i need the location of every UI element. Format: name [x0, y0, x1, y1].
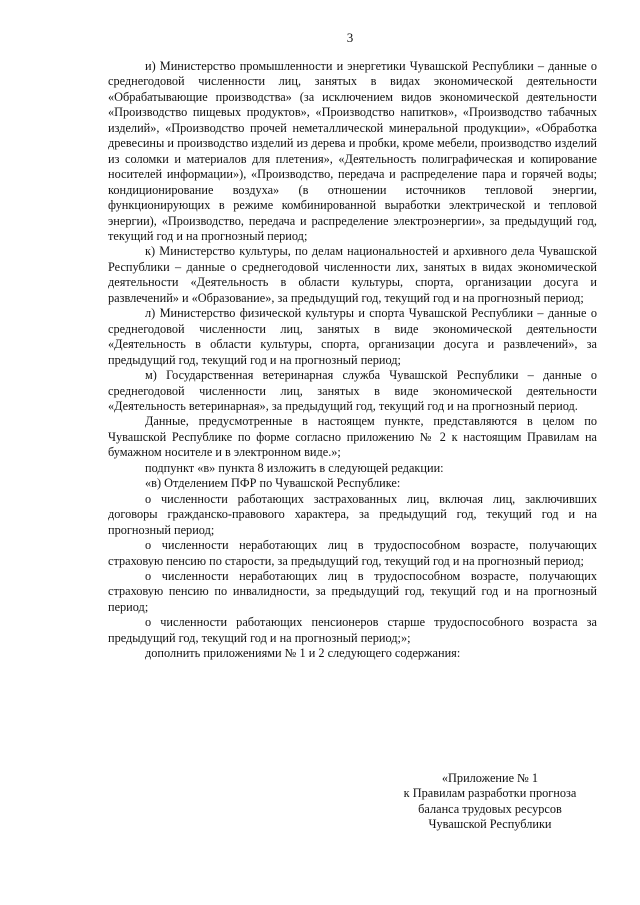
paragraph-amendment-8v: подпункт «в» пункта 8 изложить в следующей редакции: [145, 460, 444, 475]
paragraph-working-insured: о численности работающих застрахованных лиц, включая лиц, заключивших договоры гражданско-правового характера, за предыдущий год, текущий год и на прогнозный период; [108, 491, 597, 537]
appendix-title: «Приложение № 1 [441, 771, 539, 785]
document-body [108, 59, 597, 662]
page-number: 3 [346, 30, 354, 45]
appendix-line: к Правилам разработки прогноза [403, 786, 577, 801]
paragraph-item-v: «в) Отделением ПФР по Чувашской Республике: [145, 476, 401, 491]
paragraph-item-m: м) Государственная ветеринарная служба Чувашской Республики – данные о среднегодовой численности лиц, занятых в виде экономической деятельности «Деятельность ветеринарная», за предыдущий год, текущий год и на прогнозный период. [108, 368, 597, 413]
paragraph-old-age-pension: о численности неработающих лиц в трудоспособном возрасте, получающих страховую пенсию по старости, за предыдущий год, текущий год и на прогнозный период; [108, 538, 597, 568]
paragraph-item-i: и) Министерство промышленности и энергетики Чувашской Республики – данные о среднегодовой численности лиц, занятых в видах экономической деятельности «Обрабатывающие производства» (за исключением видов экономической деятельности «Производство пищевых продуктов», «Производство напитков», «Производство табачных изделий», «Производство прочей неметаллической минеральной продукции», «Обработка древесины и производство изделий из дерева и пробки, кроме мебели, производство изделий из соломки и материалов для плетения», «Деятельность полиграфическая и копирование носителей информации»), «Производство, передача и распределение пара и горячей воды; кондиционирование воздуха» (в отношении источников тепловой энергии, функционирующих в режиме комбинированной выработки электрической и тепловой энергии), «Производство, передача и распределение электроэнергии», за предыдущий год, текущий год и на прогнозный период; [108, 59, 597, 243]
paragraph-add-appendices: дополнить приложениями № 1 и 2 следующего содержания: [145, 646, 461, 661]
paragraph-data-submission: Данные, предусмотренные в настоящем пункте, представляются в целом по Чувашской Республике по форме согласно приложению № 2 к настоящим Правилам на бумажном носителе и в электронном виде.»; [108, 414, 597, 460]
appendix-header [370, 771, 610, 833]
appendix-line: Чувашской Республики [428, 817, 552, 832]
paragraph-working-pensioners: о численности работающих пенсионеров старше трудоспособного возраста за предыдущий год, текущий год и на прогнозный период;»; [108, 615, 597, 645]
paragraph-item-k: к) Министерство культуры, по делам национальностей и архивного дела Чувашской Республики – данные о среднегодовой численности лих, занятых в видах экономической деятельности «Деятельность в области культуры, спорта, организации досуга и развлечений» и «Образование», за предыдущий год, текущий год и на прогнозный период; [108, 244, 597, 305]
paragraph-item-l: л) Министерство физической культуры и спорта Чувашской Республики – данные о среднегодовой численности лиц, занятых в виде экономической деятельности «Деятельность в области культуры, спорта, организации досуга и развлечений», за предыдущий год, текущий год и на прогнозный период; [108, 306, 597, 367]
appendix-line: баланса трудовых ресурсов [418, 801, 562, 816]
paragraph-disability-pension: о численности неработающих лиц в трудоспособном возрасте, получающих страховую пенсию по инвалидности, за предыдущий год, текущий год и на прогнозный период; [108, 568, 597, 614]
